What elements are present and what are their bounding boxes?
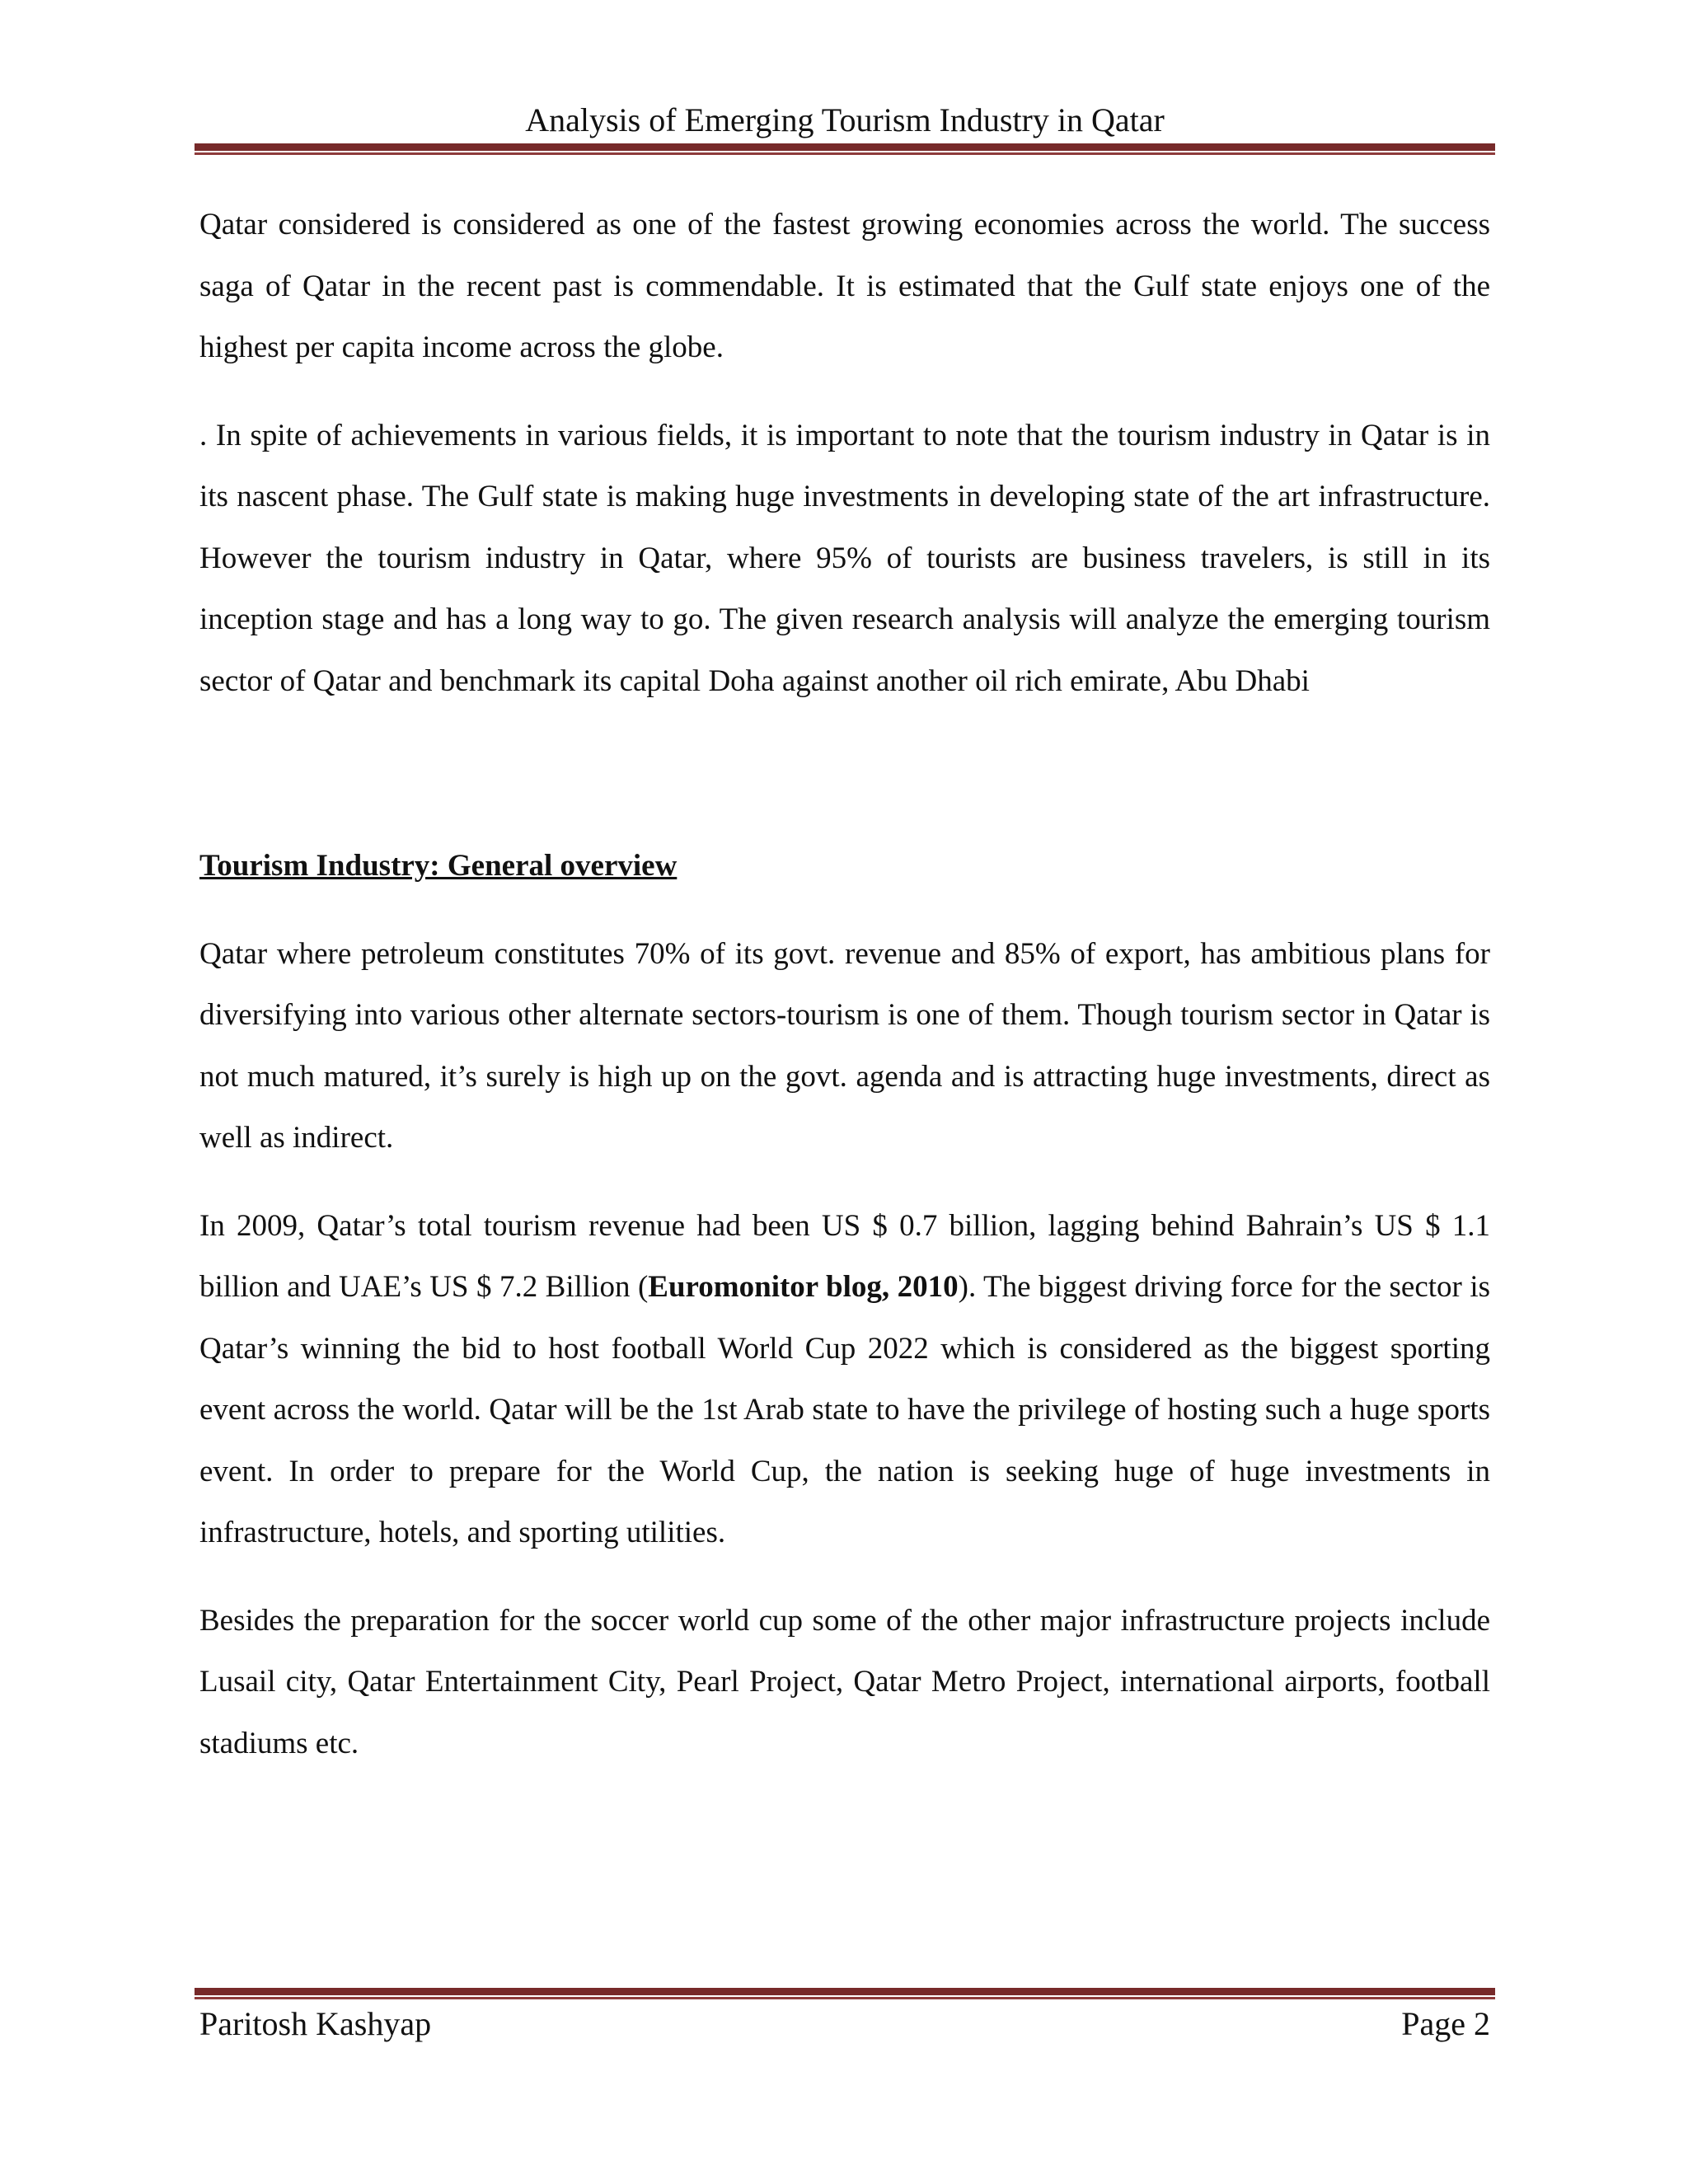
document-body <box>199 194 1490 1801</box>
overview-paragraph-1: Qatar where petroleum constitutes 70% of its govt. revenue and 85% of export, has ambitious plans for diversifying into various other alternate sectors-tourism is one of them. Though tourism sector in Qatar is not much matured, it’s surely is high up on the govt. agenda and is attracting huge investments, direct as well as indirect. <box>199 936 1490 1155</box>
overview-paragraph-2-text-before: In 2009, Qatar’s total tourism revenue had been US $ 0.7 billion, lagging behind Bahrain’s US $ 1.1 billion and UAE’s US $ 7.2 Billion ( <box>199 1208 1490 1304</box>
section-heading: Tourism Industry: General overview <box>199 849 678 883</box>
citation-euromonitor: Euromonitor blog, 2010 <box>648 1270 959 1304</box>
header-rule-thin-line <box>195 152 1495 155</box>
footer-rule <box>195 1988 1495 1999</box>
footer-author: Paritosh Kashyap <box>199 2005 432 2042</box>
intro-paragraph-2: . In spite of achievements in various fields, it is important to note that the tourism industry in Qatar is in its nascent phase. The Gulf state is making huge investments in developing state of the art infrastructure. However the tourism industry in Qatar, where 95% of tourists are business travelers, is still in its inception stage and has a long way to go. The given research analysis will analyze the emerging tourism sector of Qatar and benchmark its capital Doha against another oil rich emirate, Abu Dhabi <box>199 418 1490 698</box>
intro-paragraph-1: Qatar considered is considered as one of the fastest growing economies across the world. The success saga of Qatar in the recent past is commendable. It is estimated that the Gulf state enjoys one of the highest per capita income across the globe. <box>199 208 1490 364</box>
header-rule <box>195 143 1495 155</box>
footer-rule-thin-line <box>195 1997 1495 1999</box>
overview-paragraph-2 <box>199 1196 1490 1564</box>
footer-page-number: Page 2 <box>1401 2005 1490 2042</box>
footer-rule-thick-line <box>195 1988 1495 1995</box>
page-header-title: Analysis of Emerging Tourism Industry in Qatar <box>525 101 1165 138</box>
overview-paragraph-3: Besides the preparation for the soccer world cup some of the other major infrastructure projects include Lusail city, Qatar Entertainment City, Pearl Project, Qatar Metro Project, international airports, football stadiums etc. <box>199 1603 1490 1760</box>
overview-paragraph-2-text-after: ). The biggest driving force for the sector is Qatar’s winning the bid to host football World Cup 2022 which is considered as the biggest sporting event across the world. Qatar will be the 1st Arab state to have the privilege of hosting such a huge sports event. In order to prepare for the World Cup, the nation is seeking huge of huge investments in infrastructure, hotels, and sporting utilities. <box>199 1270 1490 1549</box>
header-rule-thick-line <box>195 143 1495 151</box>
